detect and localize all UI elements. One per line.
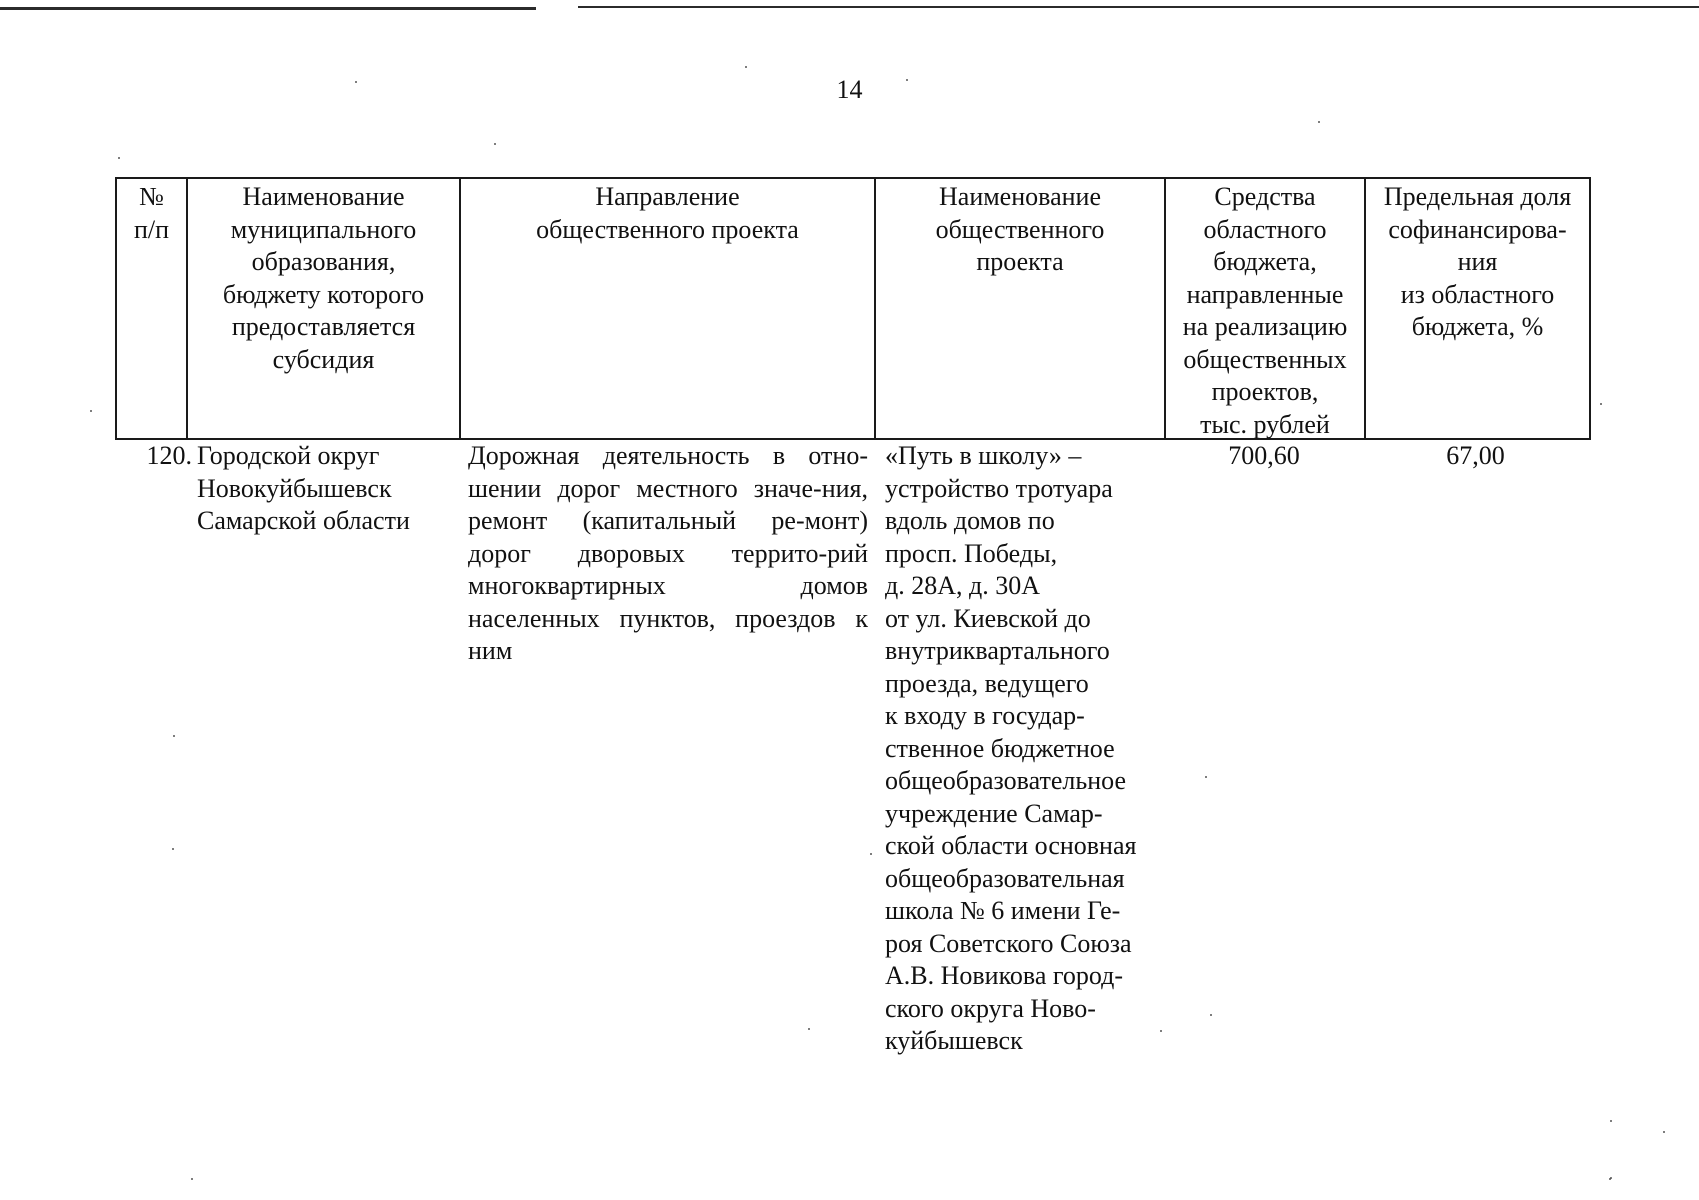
scan-speck: [90, 410, 92, 412]
header-cell-funds: [1166, 179, 1366, 438]
header-label-funds: Средства областного бюджета, направленные на реализацию общественных проектов, тыс. рублей: [1182, 182, 1348, 439]
scan-speck: [870, 853, 872, 855]
row-direction: Дорожная деятельность в отно-шении дорог местного значе-ния, ремонт (капитальный ре-монт) дорог дворовых террито-рий многоквартирных домов населенных пунктов, проездов к ним: [468, 441, 868, 665]
row-project: «Путь в школу» – устройство тротуара вдоль домов по просп. Победы, д. 28А, д. 30А от ул. Киевской до внутриквартального проезда, ведущего к входу в государ- ственное бюджетное общеобразовательное учреждение Самар- ской области основная общеобразовательная школа № 6 имени Ге- роя Советского Союза А.В. Новикова город- ского округа Ново- куйбышевск: [885, 441, 1137, 1055]
row-share: 67,00: [1446, 441, 1505, 470]
header-label-project: Наименование общественного проекта: [935, 182, 1105, 276]
scan-speck: [906, 79, 908, 81]
scan-speck: [1318, 121, 1320, 123]
header-label-share: Предельная доля софинансирова- ния из областного бюджета, %: [1383, 182, 1572, 341]
scan-speck: [1210, 1014, 1212, 1016]
scan-speck: [808, 1028, 810, 1030]
scan-speck: [745, 66, 747, 68]
row-number: 120.: [146, 441, 192, 470]
scan-speck: [355, 81, 357, 83]
row-funds: 700,60: [1228, 441, 1300, 470]
scan-speck: [494, 143, 496, 145]
scan-speck: [1609, 1178, 1611, 1180]
header-label-number: № п/п: [133, 182, 170, 244]
scan-speck: [118, 157, 120, 159]
scan-speck: [1610, 1120, 1612, 1122]
header-label-direction: Направление общественного проекта: [536, 182, 799, 244]
table-row: [115, 440, 1591, 1080]
header-cell-share: [1366, 179, 1589, 438]
scan-speck: [1160, 1030, 1162, 1032]
scan-speck: [1205, 776, 1207, 778]
scan-speck: [1663, 1131, 1665, 1133]
scan-edge-rule-right: [578, 6, 1699, 8]
scan-edge-rule-left: [0, 7, 536, 10]
scan-speck: [173, 735, 175, 737]
header-label-municipality: Наименование муниципального образования, бюджету которого предоставляется субсидия: [222, 182, 425, 374]
row-municipality: Городской округ Новокуйбышевск Самарской области: [197, 441, 410, 535]
scan-speck: [1600, 403, 1602, 405]
scan-speck: [172, 848, 174, 850]
scan-speck: [191, 1178, 193, 1180]
header-cell-municipality: [188, 179, 461, 438]
table-header: [115, 177, 1591, 440]
page-number: 14: [836, 75, 863, 104]
header-cell-number: [117, 179, 188, 438]
header-cell-direction: [461, 179, 876, 438]
header-cell-project: [876, 179, 1166, 438]
